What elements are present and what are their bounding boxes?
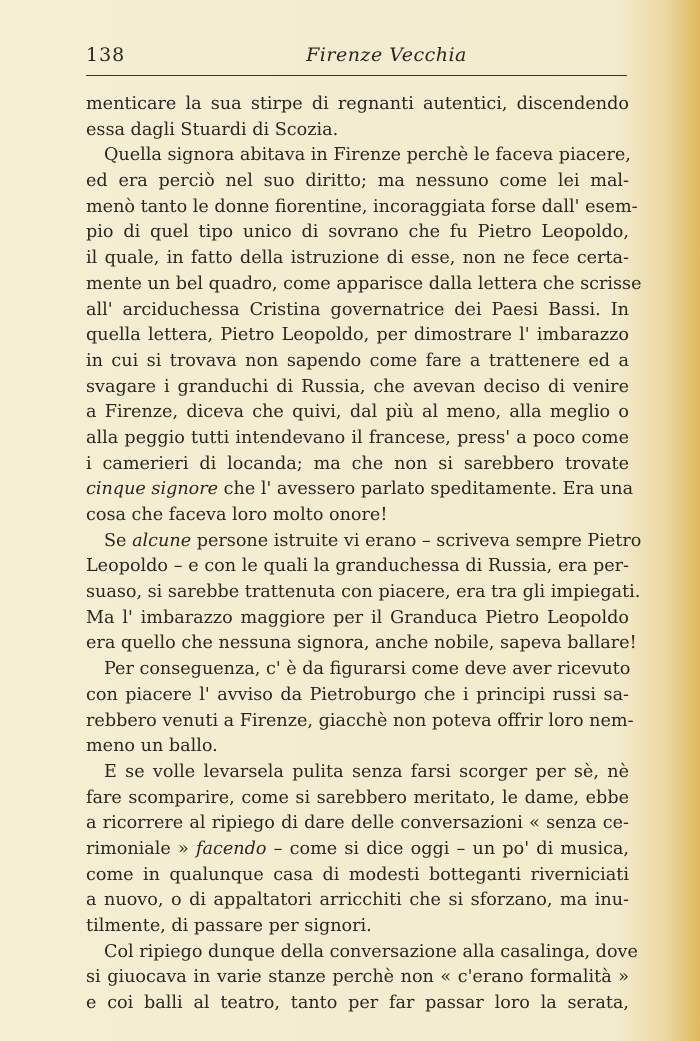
text-line: Col ripiego dunque della conversazione alla casalinga, dove (104, 941, 638, 962)
text-line: cosa che faceva loro molto onore! (86, 505, 388, 525)
text-line: ed era perciò nel suo diritto; ma nessuno come lei mal- (86, 171, 629, 192)
text-line: Quella signora abitava in Firenze perchè le faceva piacere, (104, 145, 631, 166)
text-line: era quello che nessuna signora, anche nobile, sapeva ballare! (86, 633, 637, 654)
text-line: mente un bel quadro, come apparisce dalla lettera che scrisse (86, 273, 642, 294)
text-line: meno un ballo. (86, 736, 218, 757)
text-line: E se volle levarsela pulita senza farsi scorger per sè, nè (104, 761, 629, 782)
italic-run: facendo (195, 838, 267, 859)
text-line: a nuovo, o di appaltatori arricchiti che si sforzano, ma inu- (86, 890, 629, 911)
running-title: Firenze Vecchia (306, 44, 467, 66)
text-line: i camerieri di locanda; ma che non si sarebbero trovate (86, 453, 629, 474)
text-line: svagare i granduchi di Russia, che avevan deciso di venire (86, 376, 629, 397)
page-number: 138 (86, 44, 126, 66)
text-line: Ma l' imbarazzo maggiore per il Granduca Pietro Leopoldo (86, 607, 629, 628)
text-line (86, 529, 642, 555)
text-line: alla peggio tutti intendevano il francese, press' a poco come (86, 427, 629, 448)
text-run: persone istruite vi erano – scriveva sempre Pietro (191, 530, 642, 551)
italic-run: cinque signore (86, 479, 219, 500)
header-rule (86, 75, 627, 76)
text-line: Per conseguenza, c' è da figurarsi come deve aver ricevuto (104, 659, 631, 680)
body-text (86, 92, 642, 1017)
text-line: essa dagli Stuardi di Scozia. (86, 119, 339, 140)
text-line: quella lettera, Pietro Leopoldo, per dimostrare l' imbarazzo (86, 325, 629, 346)
text-line: suaso, si sarebbe trattenuta con piacere, era tra gli impiegati. (86, 582, 641, 603)
text-run: – come si dice oggi – un po' di musica, (266, 838, 630, 859)
text-run: che l' avessero parlato speditamente. Era una (218, 479, 634, 500)
text-run: rimoniale » (86, 838, 196, 859)
page-header (86, 44, 627, 76)
text-line: rebbero venuti a Firenze, giacchè non poteva offrir loro nem- (86, 710, 634, 731)
text-line: a ricorrere al ripiego di dare delle conversazioni « senza ce- (86, 813, 629, 834)
text-run: Se (104, 530, 133, 551)
italic-run: alcune (132, 530, 192, 551)
text-line: menticare la sua stirpe di regnanti autentici, discendendo (86, 94, 629, 114)
text-line: fare scomparire, come si sarebbero meritato, le dame, ebbe (86, 787, 629, 808)
text-line: menò tanto le donne fiorentine, incoraggiata forse dall' esem- (86, 196, 638, 217)
text-line: con piacere l' avviso da Pietroburgo che i principi russi sa- (86, 684, 629, 705)
text-line: si giuocava in varie stanze perchè non « c'erano formalità » (86, 967, 629, 988)
text-line: tilmente, di passare per signori. (86, 916, 372, 936)
text-line: come in qualunque casa di modesti botteganti riverniciati (86, 864, 629, 885)
text-line (86, 837, 629, 863)
text-line: all' arciduchessa Cristina governatrice dei Paesi Bassi. In (86, 299, 629, 320)
text-line: e coi balli al teatro, tanto per far passar loro la serata, (86, 993, 629, 1014)
text-line: a Firenze, diceva che quivi, dal più al meno, alla meglio o (86, 402, 629, 423)
text-line: pio di quel tipo unico di sovrano che fu Pietro Leopoldo, (86, 222, 629, 243)
text-line (86, 477, 634, 503)
text-line: Leopoldo – e con le quali la granduchessa di Russia, era per- (86, 556, 629, 577)
text-line: il quale, in fatto della istruzione di esse, non ne fece certa- (86, 248, 629, 269)
text-line: in cui si trovava non sapendo come fare a trattenere ed a (86, 350, 629, 371)
